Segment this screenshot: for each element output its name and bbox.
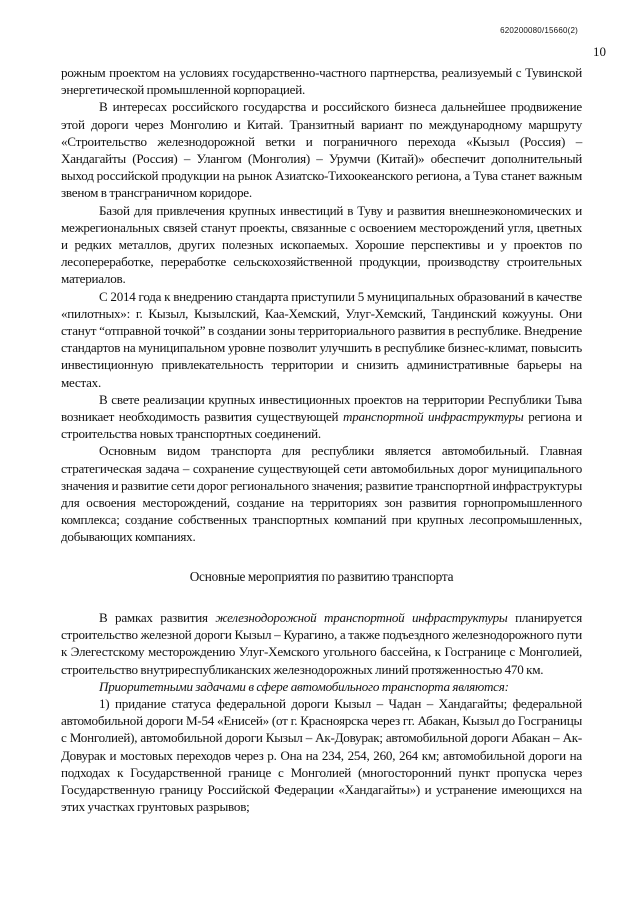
paragraph-road-transport: Основным видом транспорта для республики является автомобильный. Главная стратегическая задача – сохранение существующей сети автомобильных дорог муниципального значения и развитие сети дорог регионального значения; развитие транспортной инфраструктуры для освоения месторождений, создание на территориях зон развития горнопромышленного комплекса; создание собственных транспортных компаний при крупных лесопромышленных, добывающих компаниях. (61, 443, 582, 545)
paragraph-priority-task-1: 1) придание статуса федеральной дороги Кызыл – Чадан – Хандагайты; федеральной автомобильной дороги М-54 «Енисей» (от г. Красноярска через гг. Абакан, Кызыл до Госграницы с Монголией), автомобильной дороги Кызыл – Ак-Довурак; автомобильной дороги Абакан – Ак-Довурак и мостовых переходов через р. Она на 234, 254, 260, 264 км; автомобильной дороги на подходах к Государственной границе с Монголией (многосторонний пункт пропуска через Государственную границу Российской Федерации «Хандагайты») и устранение имеющихся на этих участках грунтовых разрывов; (61, 695, 582, 815)
section-heading: Основные мероприятия по развитию транспорта (189, 568, 454, 584)
paragraph-railway-infrastructure (61, 609, 582, 678)
document-code: 620200080/15660(2) (500, 26, 578, 35)
paragraph-transit-route: В интересах российского государства и российского бизнеса дальнейшее продвижение этой дороги через Монголию и Китай. Транзитный вариант по международному маршруту «Строительство железнодорожной ветки и пограничного перехода «Кызыл (Россия) – Хандагайты (Россия) – Улангом (Монголия) – Урумчи (Китай)» обеспечит дополнительный выход российской продукции на рынок Азиатско-Тихоокеанского региона, а Тува станет важным звеном в трансграничном коридоре. (61, 99, 582, 201)
text-segment: региона и строительства новых транспортных соединений. (61, 409, 582, 442)
emphasis-text: транспортной инфраструктуры (342, 409, 524, 425)
text-segment: планируется строительство железной дороги Кызыл – Курагино, а также подъездного железнодорожного пути к Элегестскому месторождению Улуг-Хемского угольного бассейна, к Госгранице с Монголией, строительство внутриреспубликанских железнодорожных линий протяженностью 470 км. (61, 609, 582, 677)
text-segment: В рамках развития (99, 609, 216, 625)
paragraph-transport-infrastructure (61, 391, 582, 443)
page-number: 10 (593, 44, 606, 59)
emphasis-text: железнодорожной транспортной инфраструктуры (215, 609, 508, 625)
paragraph-continuation: рожным проектом на условиях государственно-частного партнерства, реализуемый с Тувинской энергетической промышленной корпорацией. (61, 65, 582, 98)
paragraph-investment-base: Базой для привлечения крупных инвестиций в Туву и развития внешнеэкономических и межрегиональных связей станут проекты, связанные с освоением месторождений угля, цветных и редких металлов, других полезных ископаемых. Хорошие перспективы и у проектов по лесопереработке, переработке сельскохозяйственной продукции, производству строительных материалов. (61, 202, 582, 287)
text-segment: В свете реализации крупных инвестиционных проектов на территории Республики Тыва возникает необходимость развития существующей (61, 391, 582, 425)
paragraph-priority-tasks-intro: Приоритетными задачами в сфере автомобильного транспорта являются: (99, 678, 509, 694)
document-body (61, 64, 582, 815)
paragraph-pilot-municipalities: С 2014 года к внедрению стандарта приступили 5 муниципальных образований в качестве «пилотных»: г. Кызыл, Кызылский, Каа-Хемский, Улуг-Хемский, Тандинский кожууны. Они станут “отправной точкой” в создании зоны территориального развития в республике. Внедрение стандартов на муниципальном уровне позволит улучшить в республике бизнес-климат, повысить инвестиционную привлекательность территории и снизить административные барьеры на местах. (61, 288, 582, 390)
